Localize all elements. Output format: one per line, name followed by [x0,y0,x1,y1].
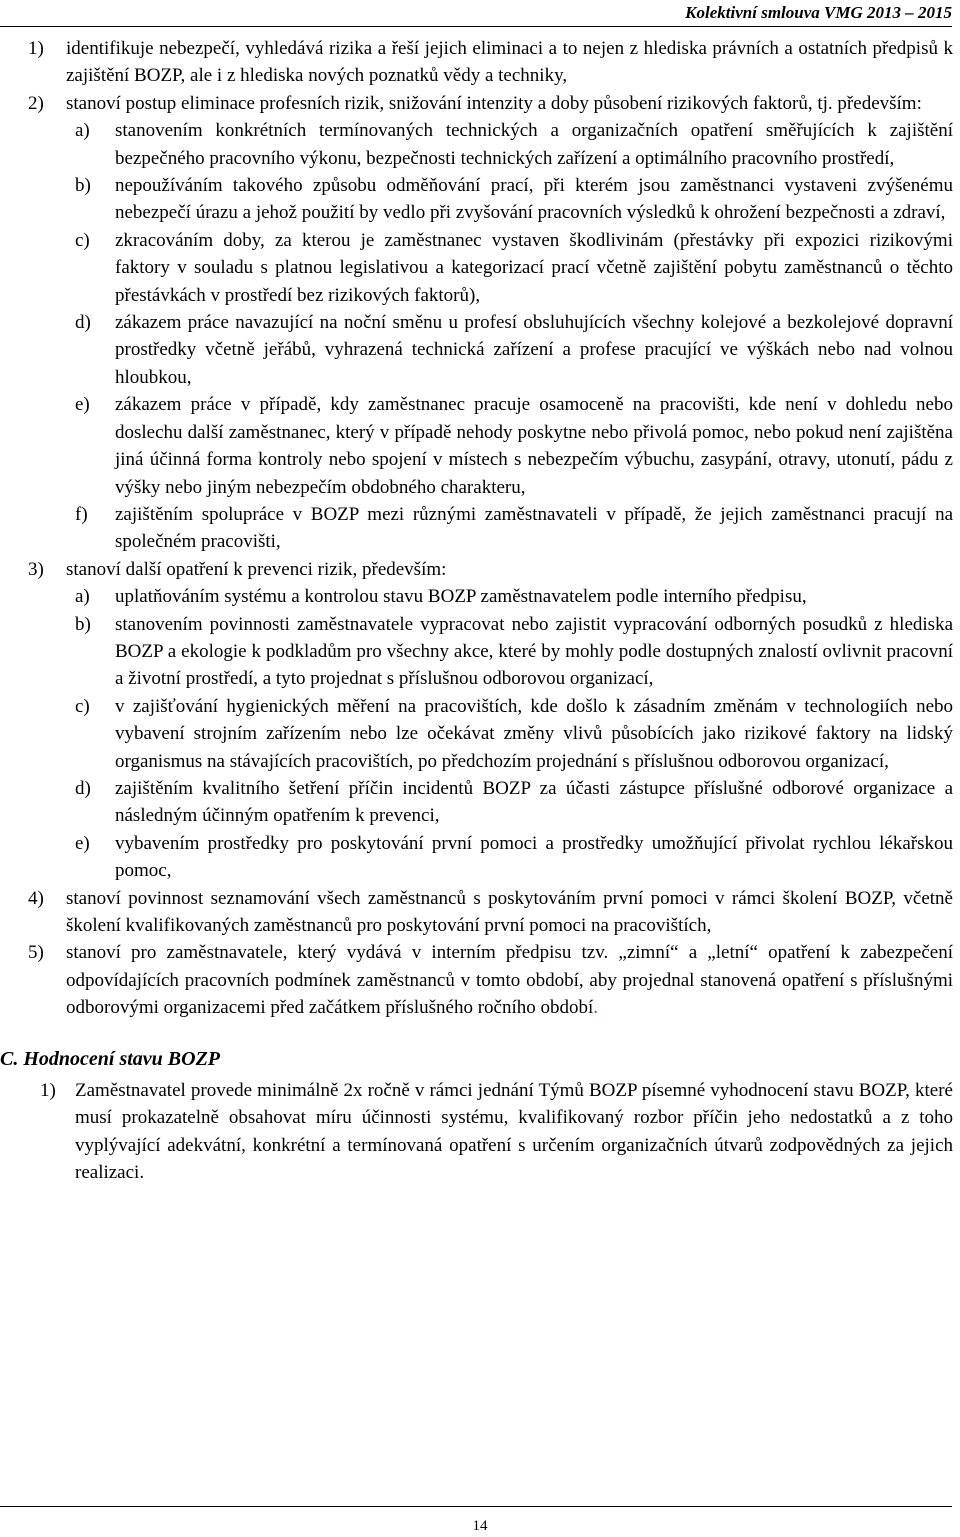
list-number: 3) [28,558,44,580]
sub-letter: b) [75,175,91,197]
document-body [0,35,953,1187]
sub-letter: a) [75,586,90,608]
list-text: identifikuje nebezpečí, vyhledává rizika a řeší jejich eliminaci a to nejen z hlediska právních a ostatních předpisů k zajištění BOZP, ale i z hlediska nových poznatků vědy a techniky, [66,38,953,87]
red-period: . [593,997,599,1019]
sub-letter: f) [75,503,88,525]
sub-item [75,501,953,556]
sub-item [75,227,953,309]
list-text: stanoví další opatření k prevenci rizik, především: [66,558,447,580]
sub-letter: a) [75,120,90,142]
list-number: 4) [28,887,44,909]
page-header [0,0,952,27]
sub-text: v zajišťování hygienických měření na pracovištích, kde došlo k zásadním změnám v technologiích nebo vybavení strojním zařízením nebo lze očekávat změny vlivů působících jako rizikové faktory na lidský organismus na stávajících pracovištích, po předchozím projednání s příslušnou odborovou organizací, [115,695,953,772]
sub-text: zajištěním spolupráce v BOZP mezi různými zaměstnavateli v případě, že jejich zaměstnanci pracují na společném pracovišti, [115,503,953,553]
sub-letter: b) [75,613,91,635]
list-text [66,939,953,1021]
sub-letter: e) [75,394,90,416]
list-number: 2) [28,92,44,114]
list-text-body: stanoví pro zaměstnavatele, který vydává v interním předpisu tzv. „zimní“ a „letní“ opatření k zabezpečení odpovídajících pracovních podmínek zaměstnanců v tomto období, aby projednal stanovená opatření s příslušnými odborovými organizacemi před začátkem příslušného ročního období [66,942,953,1019]
sub-item [75,830,953,885]
sub-text: zajištěním kvalitního šetření příčin incidentů BOZP za účasti zástupce příslušné odborové organizace a následným účinným opatřením k prevenci, [115,777,953,827]
sub-item [75,309,953,391]
sub-text: uplatňováním systému a kontrolou stavu BOZP zaměstnavatelem podle interního předpisu, [115,586,807,608]
list-number: 1) [28,38,44,59]
sub-text: nepoužíváním takového způsobu odměňování prací, při kterém jsou zaměstnanci vystaveni zvýšenému nebezpečí úrazu a jehož použití by vedlo při zvyšování pracovních výsledků k ohrožení bezpečnosti a zdraví, [115,175,953,224]
section-heading: C. Hodnocení stavu BOZP [0,1047,221,1070]
sub-text: zákazem práce v případě, kdy zaměstnanec pracuje osamoceně na pracovišti, kde není v dohledu nebo doslechu další zaměstnanec, který v případě nehody poskytne nebo přivolá pomoc, nebo pokud není zajištěna jiná účinná forma kontroly nebo spojení v místech s nebezpečím výbuchu, zasypání, otravy, utonutí, pádu z výšky nebo jiným nebezpečím obdobného charakteru, [115,394,953,498]
list-item [28,939,953,1021]
list-number: 1) [40,1080,56,1102]
footer-divider [0,1506,952,1507]
sub-item [75,611,953,693]
list-text: Zaměstnavatel provede minimálně 2x ročně v rámci jednání Týmů BOZP písemné vyhodnocení stavu BOZP, které musí prokazatelně obsahovat míru účinnosti systému, kvalifikovaný rozbor příčin jeho nedostatků a z toho vyplývající adekvátní, konkrétní a termínovaná opatření s určením organizačních útvarů zodpovědných za jejich realizaci. [75,1080,953,1184]
sub-text: zkracováním doby, za kterou je zaměstnanec vystaven škodlivinám (přestávky při expozici rizikovými faktory v souladu s platnou legislativou a kategorizací prací včetně zajištění pobytu zaměstnanců o těchto přestávkách v prostředí bez rizikových faktorů), [115,229,953,306]
sub-text: stanovením konkrétních termínovaných technických a organizačních opatření směřujících k zajištění bezpečného pracovního výkonu, bezpečnosti technických zařízení a optimálního pracovního prostředí, [115,120,953,169]
list-item [28,885,953,940]
list-item [28,35,953,90]
sub-item [75,391,953,501]
sub-letter: d) [75,312,91,334]
sub-text: stanovením povinnosti zaměstnavatele vypracovat nebo zajistit vypracování odborných posudků z hlediska BOZP a ekologie k podkladům pro všechny akce, které by mohly podle dostupných znalostí ovlivnit pracovní a životní prostředí, a tyto projednat s příslušnou odborovou organizací, [115,613,953,690]
sub-letter: e) [75,832,90,854]
sub-letter: c) [75,695,90,717]
list-item [28,556,953,583]
sub-item [75,583,953,610]
list-text: stanoví povinnost seznamování všech zaměstnanců s poskytováním první pomoci v rámci školení BOZP, včetně školení kvalifikovaných zaměstnanců pro poskytování první pomoci na pracovištích, [66,887,953,936]
list-number: 5) [28,942,44,964]
sub-item [75,172,953,227]
sub-item [75,775,953,830]
document-title: Kolektivní smlouva VMG 2013 – 2015 [685,3,952,22]
list-item [40,1077,953,1187]
list-item [28,90,953,117]
sub-letter: c) [75,229,90,251]
sub-text: vybavením prostředky pro poskytování první pomoci a prostředky umožňující přivolat rychlou lékařskou pomoc, [115,832,953,882]
sub-item [75,117,953,172]
list-text: stanoví postup eliminace profesních rizik, snižování intenzity a doby působení rizikových faktorů, tj. především: [66,92,922,114]
sub-item [75,693,953,775]
page-number: 14 [472,1518,488,1534]
sub-letter: d) [75,777,91,799]
sub-text: zákazem práce navazující na noční směnu u profesí obsluhujících všechny kolejové a bezkolejové dopravní prostředky včetně jeřábů, vyhrazená technická zařízení a profese pracující ve výškách nebo nad volnou hloubkou, [115,312,953,388]
